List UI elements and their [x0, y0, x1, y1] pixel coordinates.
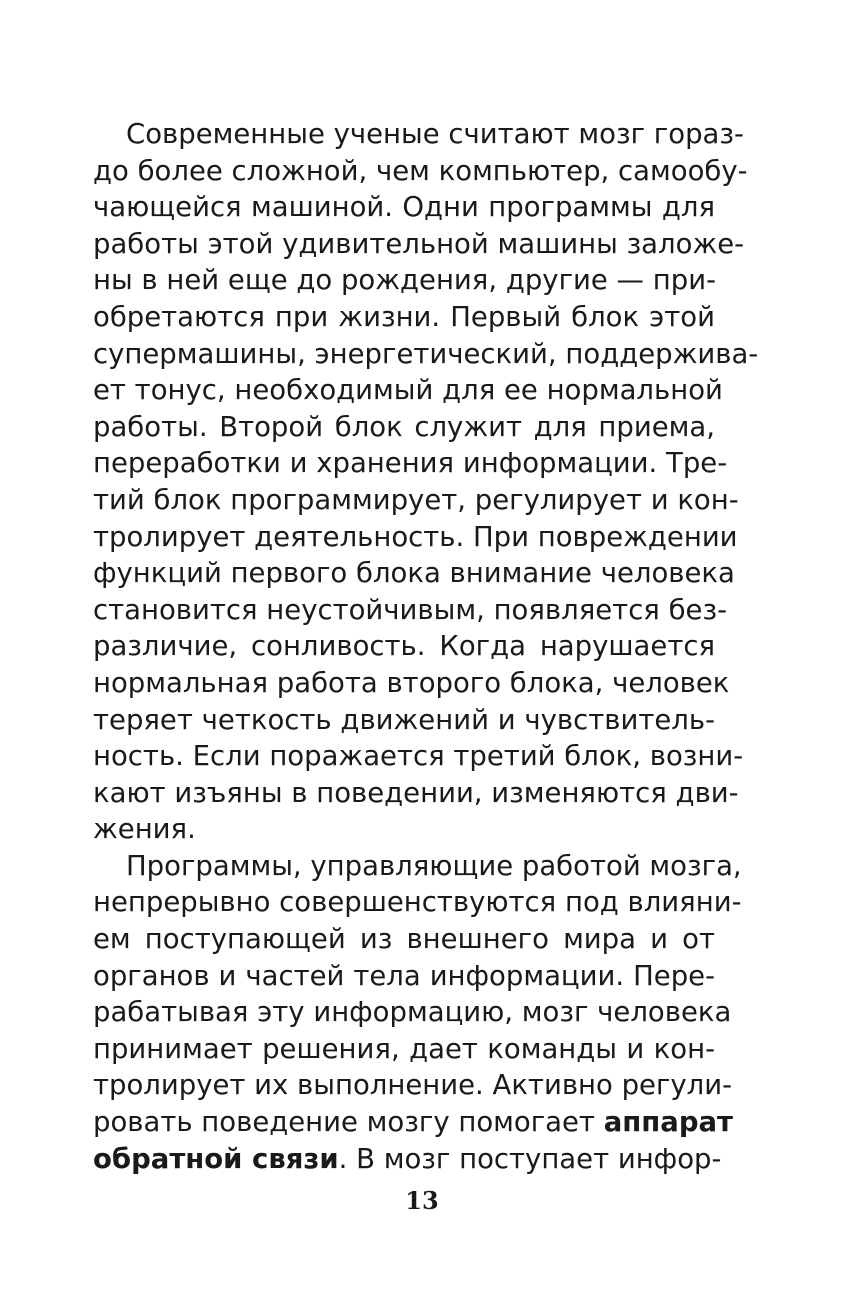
text-segment: ровать поведение мозгу помогает	[93, 1106, 604, 1139]
text-line: кают изъяны в поведении, изменяются дви-	[93, 776, 739, 809]
text-line: становится неустойчивым, появляется без-	[93, 593, 728, 626]
text-line	[93, 1141, 722, 1178]
text-line	[93, 1104, 733, 1141]
paragraph-2	[93, 848, 742, 1177]
text-line: функций первого блока внимание человека	[93, 557, 735, 590]
text-line: ны в ней еще до рождения, другие — при-	[93, 264, 717, 297]
text-line: переработки и хранения информации. Тре-	[93, 447, 728, 480]
body-text	[93, 116, 759, 1177]
text-line: тролирует деятельность. При повреждении	[93, 520, 738, 553]
text-line: ем поступающей из внешнего мира и от	[93, 923, 715, 956]
text-line: супермашины, энергетический, поддержива-	[93, 337, 759, 370]
text-line: ет тонус, необходимый для ее нормальной	[93, 374, 723, 407]
paragraph-1	[93, 116, 759, 848]
text-line: органов и частей тела информации. Пере-	[93, 959, 715, 992]
text-line: жения.	[93, 813, 196, 846]
bold-term: обратной связи	[93, 1142, 339, 1175]
text-line: ность. Если поражается третий блок, возни-	[93, 740, 744, 773]
text-line: тий блок программирует, регулирует и кон-	[93, 483, 739, 516]
text-line: теряет четкость движений и чувствитель-	[93, 703, 715, 736]
bold-term: аппарат	[603, 1106, 733, 1139]
text-line: тролирует их выполнение. Активно регули-	[93, 1069, 733, 1102]
text-line: различие, сонливость. Когда нарушается	[93, 630, 715, 663]
text-line: непрерывно совершенствуются под влияни-	[93, 886, 742, 919]
text-line: нормальная работа второго блока, человек	[93, 666, 730, 699]
text-line: Программы, управляющие работой мозга,	[126, 849, 742, 882]
text-line: до более сложной, чем компьютер, самообу-	[93, 154, 748, 187]
text-line: работы этой удивительной машины заложе-	[93, 227, 745, 260]
page-number: 13	[405, 1186, 439, 1215]
text-line: Современные ученые считают мозг гораз-	[126, 118, 744, 150]
text-line: принимает решения, дает команды и кон-	[93, 1032, 715, 1065]
text-segment: . В мозг поступает инфор-	[338, 1142, 722, 1175]
text-line: рабатывая эту информацию, мозг человека	[93, 996, 732, 1029]
text-line: чающейся машиной. Одни программы для	[93, 191, 715, 224]
text-line: обретаются при жизни. Первый блок этой	[93, 300, 715, 333]
text-line: работы. Второй блок служит для приема,	[93, 410, 715, 443]
